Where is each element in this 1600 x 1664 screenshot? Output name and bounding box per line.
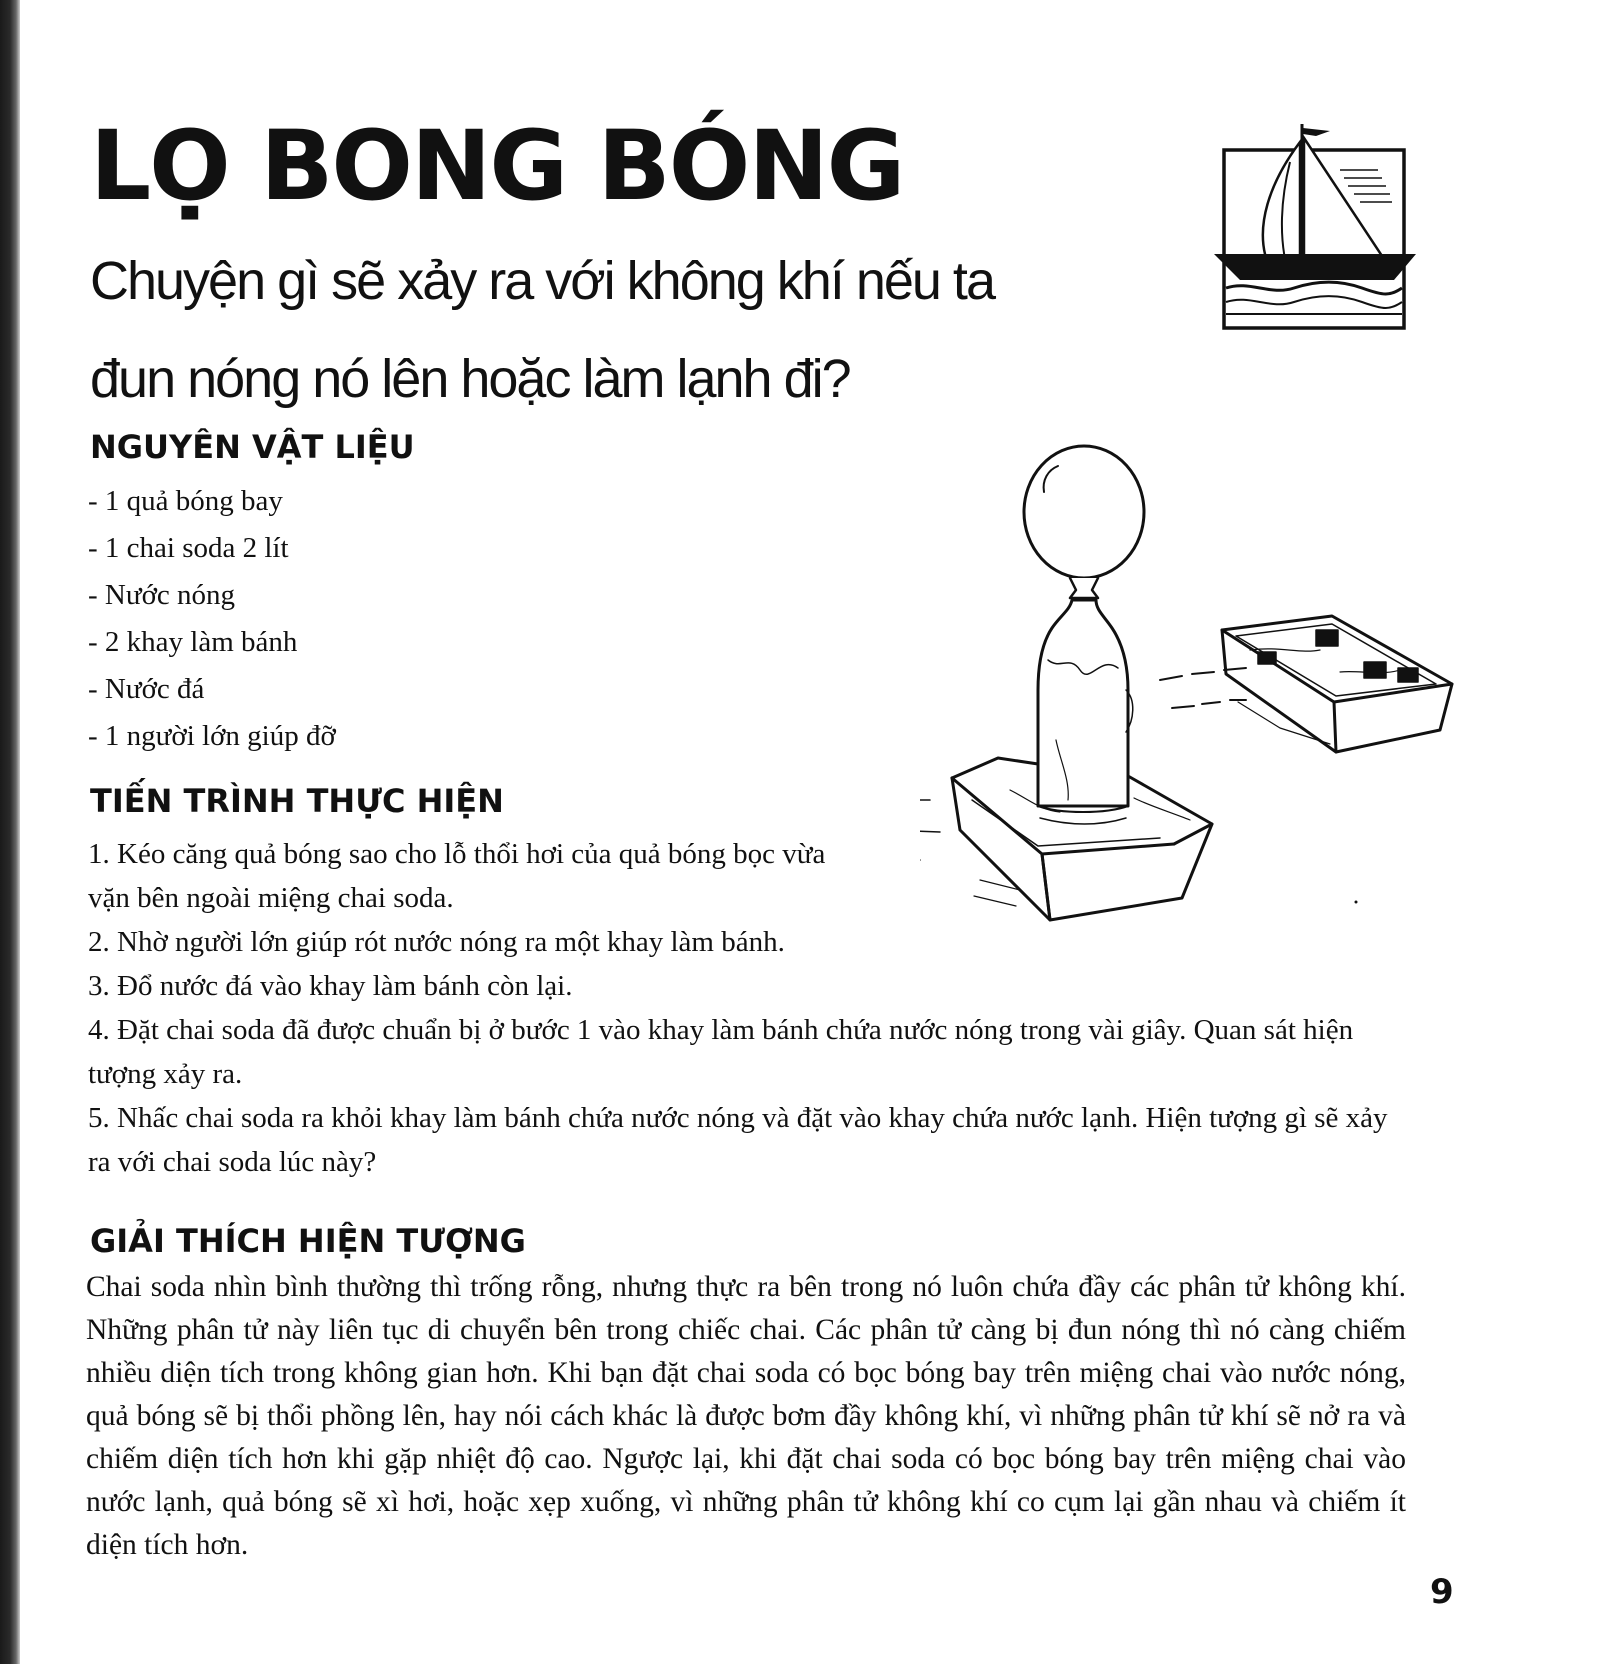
- explanation-heading: GIẢI THÍCH HIỆN TƯỢNG: [90, 1222, 526, 1260]
- list-item: - 2 khay làm bánh: [88, 626, 298, 658]
- step-item: 3. Đổ nước đá vào khay làm bánh còn lại.: [88, 970, 573, 1002]
- list-item: - Nước đá: [88, 673, 205, 705]
- materials-list: [88, 478, 336, 760]
- procedure-steps: [88, 832, 1408, 1184]
- procedure-heading: TIẾN TRÌNH THỰC HIỆN: [90, 782, 504, 820]
- explanation-paragraph: Chai soda nhìn bình thường thì trống rỗng, nhưng thực ra bên trong nó luôn chứa đầy các phân tử không khí. Những phân tử này liên tục di chuyển bên trong chiếc chai. Các phân tử càng bị đun nóng thì nó càng chiếm nhiều diện tích trong không gian hơn. Khi bạn đặt chai soda có bọc bóng bay trên miệng chai vào nước nóng, quả bóng sẽ bị thổi phồng lên, hay nói cách khác là được bơm đầy không khí, vì những phân tử khí sẽ nở ra và chiếm diện tích hơn khi gặp nhiệt độ cao. Ngược lại, khi đặt chai soda có bọc bóng bay trên miệng chai vào nước lạnh, quả bóng sẽ xì hơi, hoặc xẹp xuống, vì những phân tử không khí co cụm lại gần nhau và chiếm ít diện tích hơn.: [86, 1271, 1406, 1561]
- step-item: 2. Nhờ người lớn giúp rót nước nóng ra một khay làm bánh.: [88, 926, 785, 958]
- list-item: - 1 chai soda 2 lít: [88, 532, 289, 564]
- list-item: - 1 quả bóng bay: [88, 485, 283, 517]
- page-subtitle: Chuyện gì sẽ xảy ra với không khí nếu ta đun nóng nó lên hoặc làm lạnh đi?: [90, 251, 994, 409]
- sailboat-icon: [1210, 122, 1420, 332]
- page-title: LỌ BONG BÓNG: [90, 110, 904, 222]
- step-item: 4. Đặt chai soda đã được chuẩn bị ở bước 1 vào khay làm bánh chứa nước nóng trong vài giây. Quan sát hiện tượng xảy ra.: [88, 1014, 1354, 1090]
- list-item: - 1 người lớn giúp đỡ: [88, 720, 336, 752]
- page-number: 9: [1430, 1572, 1454, 1612]
- materials-heading: NGUYÊN VẬT LIỆU: [90, 428, 415, 466]
- book-spine-shadow: [0, 0, 20, 1664]
- step-item: 5. Nhấc chai soda ra khỏi khay làm bánh chứa nước nóng và đặt vào khay chứa nước lạnh. Hiện tượng gì sẽ xảy ra với chai soda lúc này?: [88, 1102, 1388, 1178]
- step-item: 1. Kéo căng quả bóng sao cho lỗ thổi hơi của quả bóng bọc vừa vặn bên ngoài miệng chai soda.: [88, 838, 826, 914]
- list-item: - Nước nóng: [88, 579, 236, 611]
